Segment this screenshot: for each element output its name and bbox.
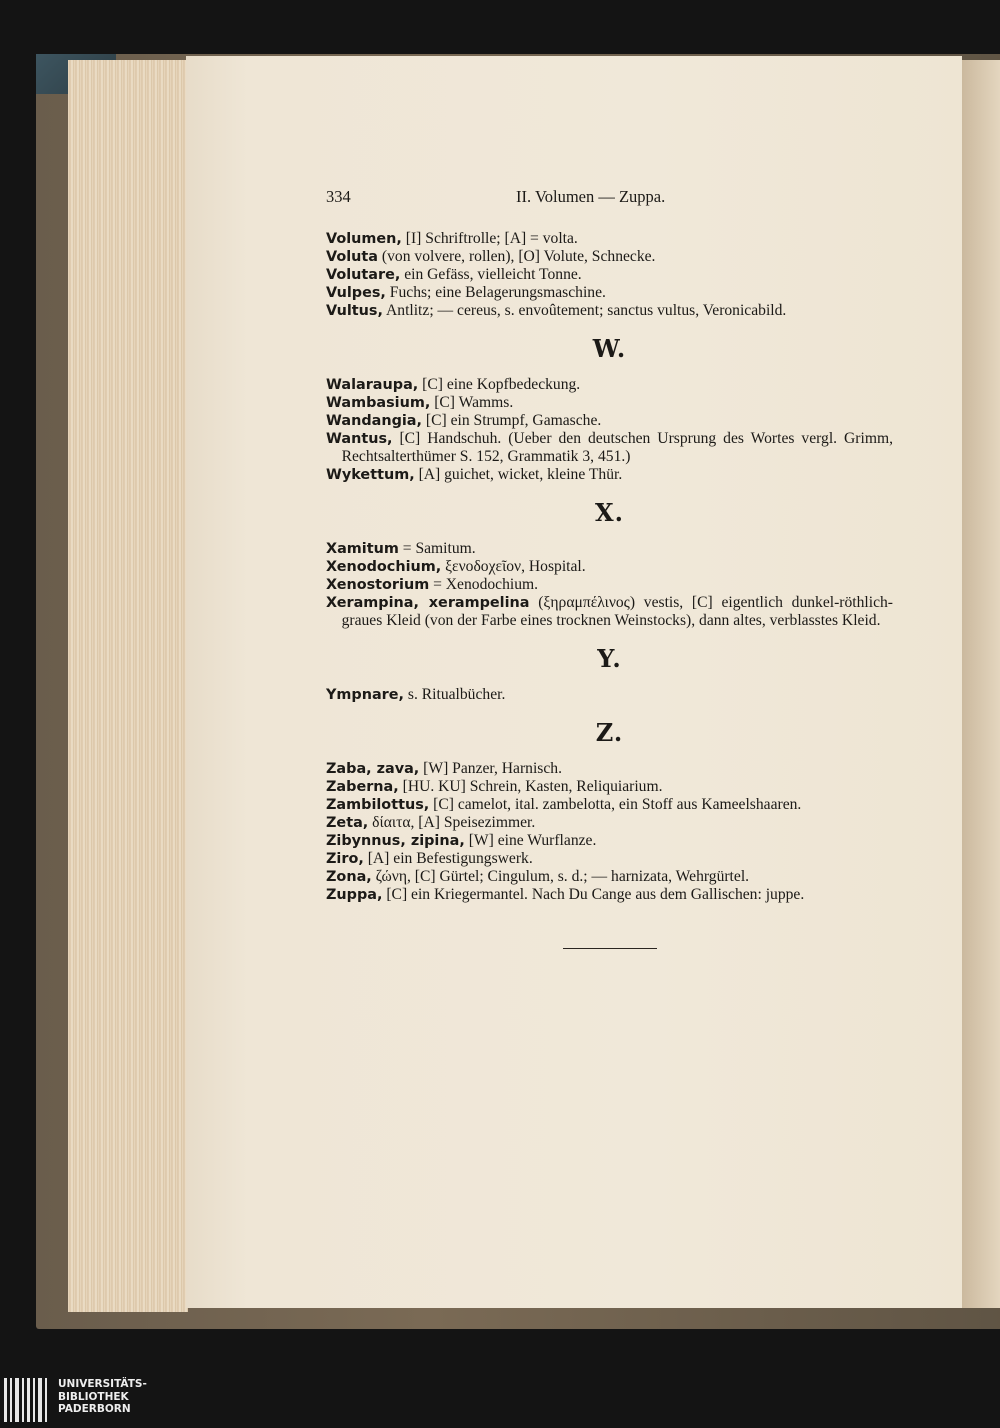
- dictionary-entry: Zaberna, [HU. KU] Schrein, Kasten, Reliquiarium.: [326, 778, 663, 795]
- section-heading-w: W.: [592, 334, 627, 363]
- dictionary-entry: Wandangia, [C] ein Strumpf, Gamasche.: [326, 412, 602, 429]
- dictionary-entry: Zuppa, [C] ein Kriegermantel. Nach Du Cange aus dem Gallischen: juppe.: [326, 886, 805, 903]
- dictionary-entry: Wambasium, [C] Wamms.: [326, 394, 514, 411]
- dictionary-entry: Volutare, ein Gefäss, vielleicht Tonne.: [326, 266, 582, 283]
- dictionary-entry: Xenostorium = Xenodochium.: [326, 576, 539, 593]
- library-logo-text: UNIVERSITÄTS- BIBLIOTHEK PADERBORN: [58, 1378, 147, 1415]
- entries-v: [326, 230, 893, 320]
- dictionary-entry: Zaba, zava, [W] Panzer, Harnisch.: [326, 760, 562, 777]
- dictionary-entry: Vulpes, Fuchs; eine Belagerungsmaschine.: [326, 284, 606, 301]
- dictionary-entry: Zambilottus, [C] camelot, ital. zambelotta, ein Stoff aus Kameelshaaren.: [326, 796, 802, 813]
- running-title: II. Volumen — Zuppa.: [516, 187, 666, 206]
- dictionary-entry: Volumen, [I] Schriftrolle; [A] = volta.: [326, 230, 578, 247]
- section-heading-y: Y.: [597, 644, 622, 673]
- page-text: [326, 188, 893, 949]
- dictionary-entry: Ympnare, s. Ritualbücher.: [326, 686, 506, 703]
- section-heading-z: Z.: [595, 718, 624, 747]
- entries-z: [326, 760, 893, 904]
- end-rule: [563, 948, 657, 949]
- dictionary-entry: Vultus, Antlitz; — cereus, s. envoûtement; sanctus vultus, Veronicabild.: [326, 302, 787, 319]
- dictionary-entry: Walaraupa, [C] eine Kopfbedeckung.: [326, 376, 581, 393]
- page-edges: [68, 60, 188, 1312]
- dictionary-entry: Xerampina, xerampelina (ξηραμπέλινος) vestis, [C] eigentlich dunkel-röthlich-graues Kleid (von der Farbe eines trocknen Weinstocks), dann altes, verblasstes Kleid.: [326, 594, 893, 629]
- entries-x: [326, 540, 893, 630]
- running-head: [326, 188, 893, 216]
- dictionary-entry: Zibynnus, zipina, [W] eine Wurflanze.: [326, 832, 597, 849]
- section-heading-x: X.: [595, 498, 624, 527]
- entries-w: [326, 376, 893, 484]
- next-page-edge: [962, 60, 1000, 1308]
- dictionary-entry: Voluta (von volvere, rollen), [O] Volute, Schnecke.: [326, 248, 656, 265]
- dictionary-entry: Xenodochium, ξενοδοχεῖον, Hospital.: [326, 558, 586, 575]
- dictionary-entry: Wykettum, [A] guichet, wicket, kleine Thür.: [326, 466, 623, 483]
- dictionary-entry: Zeta, δίαιτα, [A] Speisezimmer.: [326, 814, 536, 831]
- dictionary-entry: Wantus, [C] Handschuh. (Ueber den deutschen Ursprung des Wortes vergl. Grimm, Rechtsalterthümer S. 152, Grammatik 3, 451.): [326, 430, 893, 465]
- page-number: 334: [326, 187, 351, 206]
- dictionary-entry: Zona, ζώνη, [C] Gürtel; Cingulum, s. d.; — harnizata, Wehrgürtel.: [326, 868, 750, 885]
- entries-y: [326, 686, 893, 704]
- dictionary-entry: Ziro, [A] ein Befestigungswerk.: [326, 850, 533, 867]
- dictionary-entry: Xamitum = Samitum.: [326, 540, 476, 557]
